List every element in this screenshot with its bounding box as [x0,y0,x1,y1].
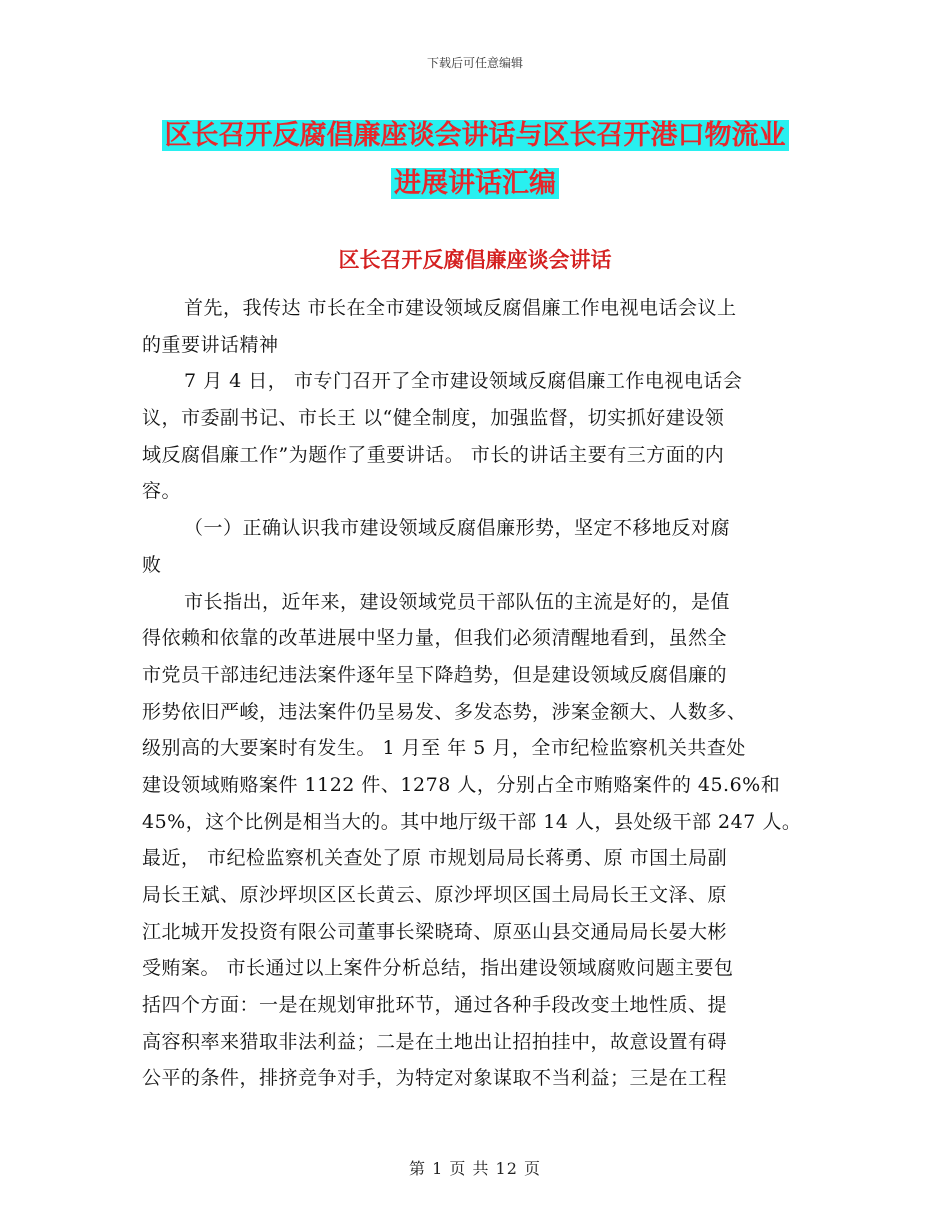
section-title: 区长召开反腐倡廉座谈会讲话 [338,247,612,272]
body-line: 首先，我传达 市长在全市建设领域反腐倡廉工作电视电话会议上 [184,297,737,319]
body-text [142,290,842,1097]
document-title [0,112,950,208]
body-line: 45%，这个比例是相当大的。其中地厅级干部 14 人，县处级干部 247 人。 [142,810,802,833]
document-title-line-1: 区长召开反腐倡廉座谈会讲话与区长召开港口物流业 [0,112,950,160]
page-footer: 第 1 页 共 12 页 [409,1159,541,1178]
body-line: 形势依旧严峻，违法案件仍呈易发、多发态势，涉案金额大、人数多、 [142,700,747,723]
body-line: 受贿案。 市长通过以上案件分析总结，指出建设领域腐败问题主要包 [142,957,734,980]
body-line: 议，市委副书记、市长王 以“健全制度，加强监督，切实抓好建设领 [142,407,725,430]
body-line: 括四个方面：一是在规划审批环节，通过各种手段改变土地性质、提 [142,994,728,1017]
body-line: 江北城开发投资有限公司董事长梁晓琦、原巫山县交通局局长晏大彬 [142,920,728,943]
document-title-line-2: 进展讲话汇编 [0,160,950,208]
body-line: 败 [142,553,162,576]
body-line: 级别高的大要案时有发生。 1 月至 年 5 月，全市纪检监察机关共查处 [142,737,746,760]
body-line: 局长王斌、原沙坪坝区区长黄云、原沙坪坝区国土局局长王文泽、原 [142,884,728,906]
body-line: 容。 [142,480,182,503]
body-line: 最近， 市纪检监察机关查处了原 市规划局局长蒋勇、原 市国土局副 [142,847,728,870]
body-line: 公平的条件，排挤竞争对手，为特定对象谋取不当利益；三是在工程 [142,1067,728,1090]
body-line: 市长指出，近年来，建设领域党员干部队伍的主流是好的，是值 [184,590,731,613]
body-line: 7 月 4 日， 市专门召开了全市建设领域反腐倡廉工作电视电话会 [184,370,743,393]
body-line: 的重要讲话精神 [142,333,279,356]
body-line: 域反腐倡廉工作”为题作了重要讲话。 市长的讲话主要有三方面的内 [142,443,725,466]
body-line: （一）正确认识我市建设领域反腐倡廉形势，坚定不移地反对腐 [184,517,731,540]
body-line: 建设领域贿赂案件 1122 件、1278 人，分别占全市贿赂案件的 45.6%和 [142,773,781,796]
body-line: 得依赖和依靠的改革进展中坚力量，但我们必须清醒地看到，虽然全 [142,627,728,650]
body-line: 市党员干部违纪违法案件逐年呈下降趋势，但是建设领域反腐倡廉的 [142,663,728,686]
body-line: 高容积率来猎取非法利益；二是在土地出让招拍挂中，故意设置有碍 [142,1030,728,1053]
header-note: 下载后可任意编辑 [426,56,523,70]
